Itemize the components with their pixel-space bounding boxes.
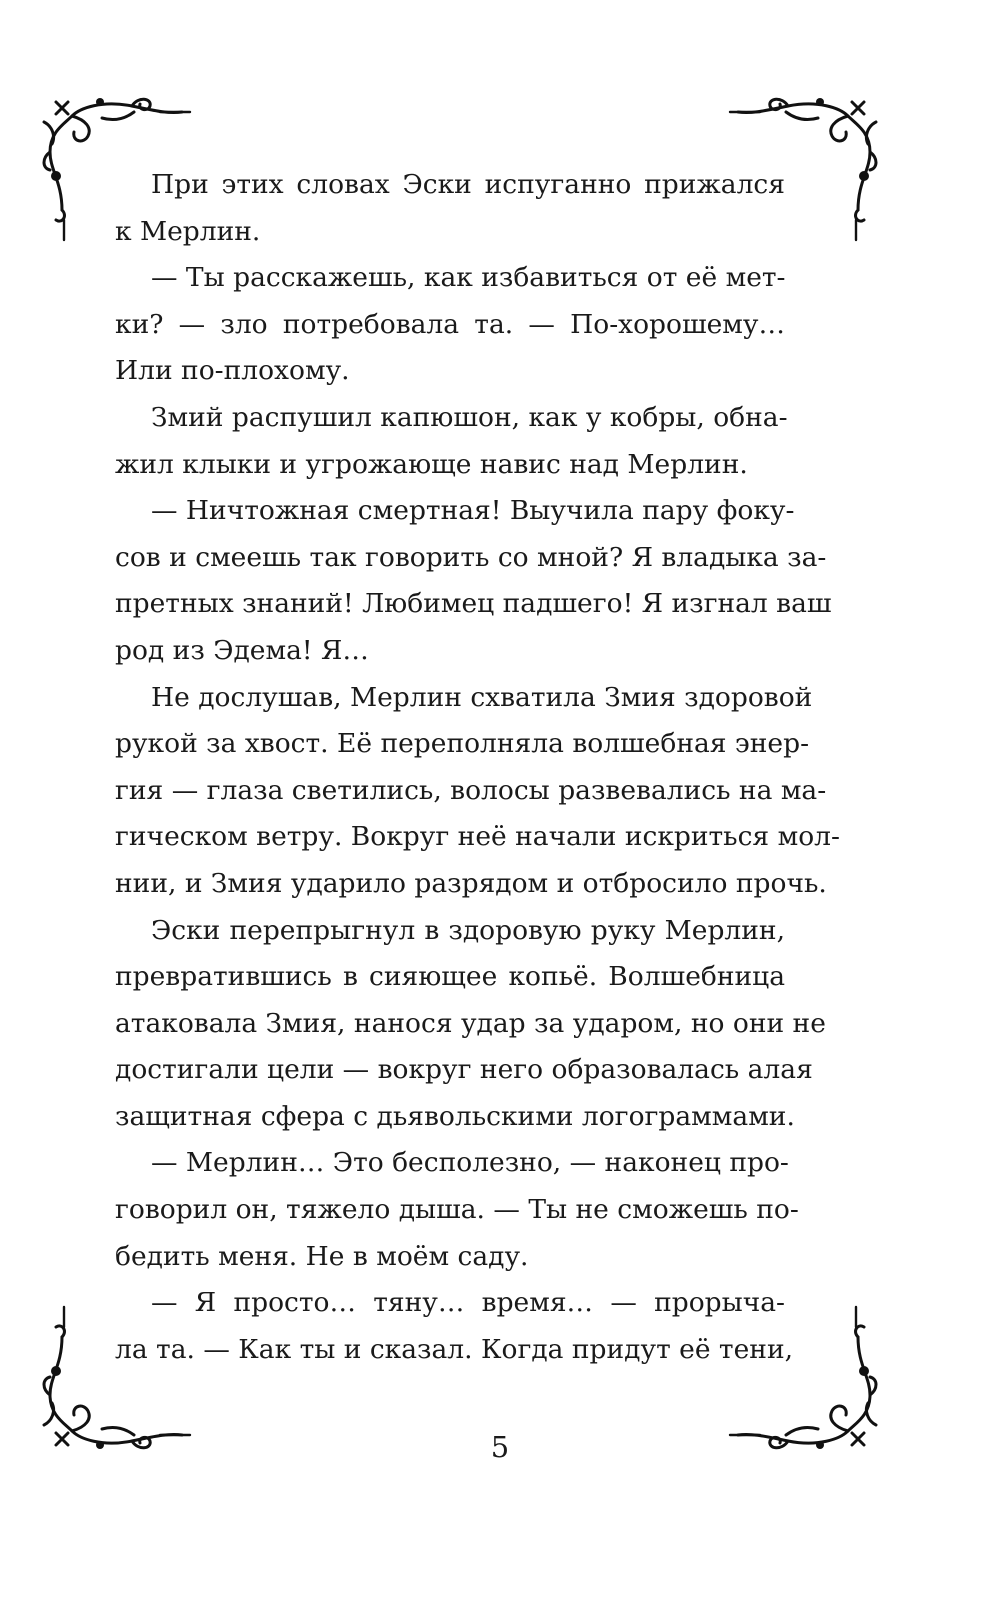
text-line: — Ничтожная смертная! Выучила пару фоку- [151,495,795,527]
text-line: — Мерлин… Это бесполезно, — наконец про- [151,1147,789,1179]
text-line: При этих словах Эски испуганно прижался [151,169,785,200]
text-line: Не дослушав, Мерлин схватила Змия здоровой [151,681,813,713]
text-line: — Ты расскажешь, как избавиться от её мет- [151,262,786,294]
text-line: говорил он, тяжело дыша. — Ты не сможешь по- [115,1194,799,1226]
text-line: Эски перепрыгнул в здоровую руку Мерлин, [151,914,785,946]
text-line: гическом ветру. Вокруг неё начали искриться мол- [115,821,840,853]
text-line: Змий распушил капюшон, как у кобры, обна- [151,401,788,433]
text-line: превратившись в сияющее копьё. Волшебница [115,961,785,993]
text-line: ла та. — Как ты и сказал. Когда придут её тени, [115,1333,794,1365]
text-line: к Мерлин. [115,215,261,247]
text-line: ки? — зло потребовала та. — По-хорошему… [115,308,785,340]
body-text [115,162,840,1373]
text-line: нии, и Змия ударило разрядом и отбросило прочь. [115,867,827,899]
text-line: бедить меня. Не в моём саду. [115,1240,529,1272]
text-line: — Я просто… тяну… время… — прорыча- [151,1287,785,1319]
text-line: достигали цели — вокруг него образовалась алая [115,1054,813,1086]
text-line: претных знаний! Любимец падшего! Я изгнал ваш [115,588,832,620]
text-line: гия — глаза светились, волосы развевались на ма- [115,774,827,806]
page-number: 5 [490,1430,510,1464]
text-line: Или по-плохому. [115,355,350,387]
text-line: защитная сфера с дьявольскими логограммами. [115,1100,795,1132]
text-line: рукой за хвост. Её переполняла волшебная энер- [115,728,810,760]
text-line: жил клыки и угрожающе навис над Мерлин. [115,448,748,480]
text-line: атаковала Змия, нанося удар за ударом, но они не [115,1007,826,1039]
text-line: сов и смеешь так говорить со мной? Я владыка за- [115,541,827,573]
text-line: род из Эдема! Я… [115,634,369,666]
